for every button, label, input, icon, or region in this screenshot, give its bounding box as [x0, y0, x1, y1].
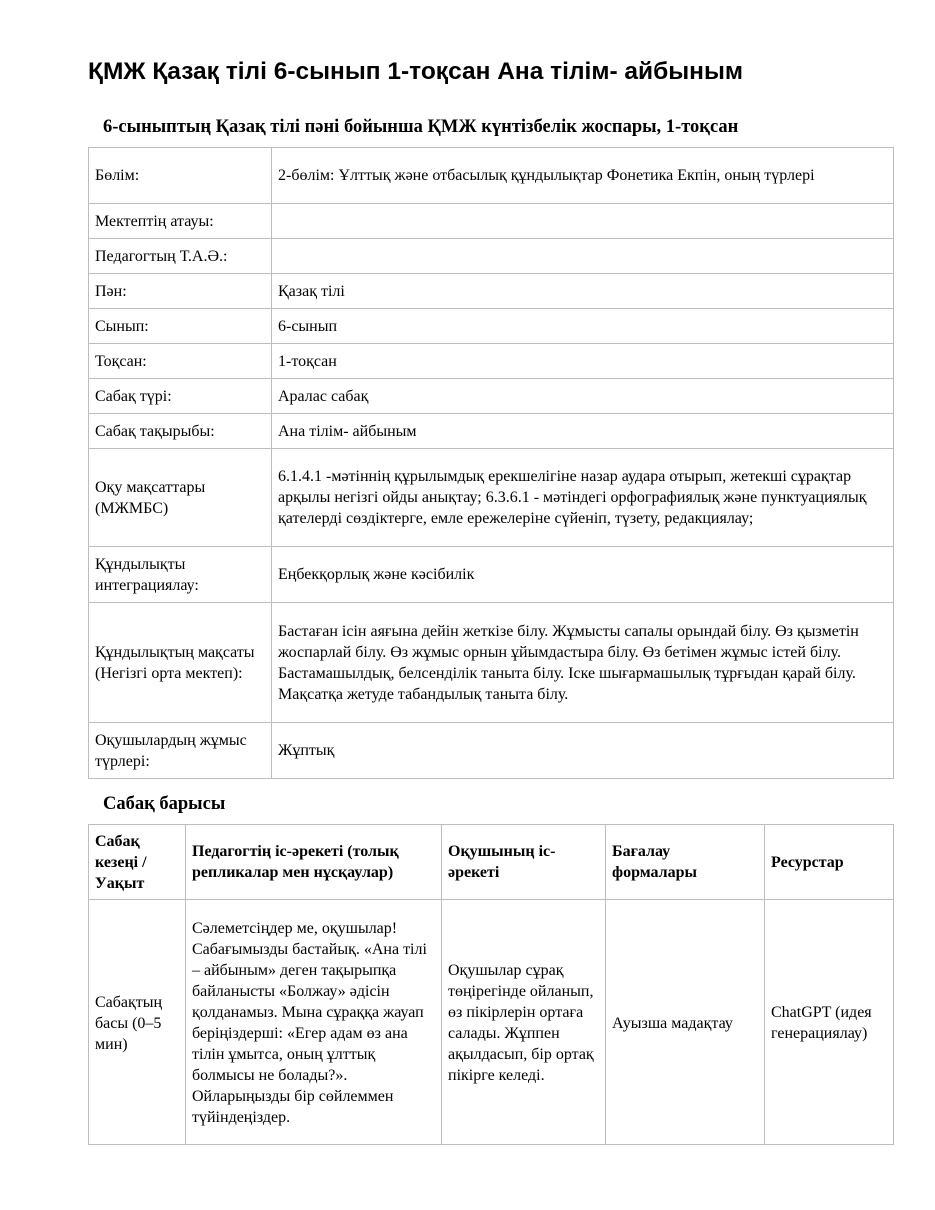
info-value: Ана тілім- айбыным: [272, 414, 894, 449]
info-label: Мектептің атауы:: [89, 204, 272, 239]
info-row-grade: [89, 309, 894, 344]
info-value: 1-тоқсан: [272, 344, 894, 379]
info-row-subject: [89, 274, 894, 309]
info-value: Қазақ тілі: [272, 274, 894, 309]
header-stage-time: Сабақ кезеңі / Уақыт: [89, 825, 186, 900]
header-student-activity: Оқушының іс-әрекеті: [442, 825, 606, 900]
assessment-cell: Ауызша мадақтау: [606, 900, 765, 1145]
info-label: Оқу мақсаттары (МЖМБС): [89, 449, 272, 547]
info-label: Бөлім:: [89, 148, 272, 204]
info-value: Жұптық: [272, 723, 894, 779]
info-label: Пән:: [89, 274, 272, 309]
info-value: [272, 204, 894, 239]
info-row-teacher: [89, 239, 894, 274]
info-row-lesson-type: [89, 379, 894, 414]
info-value: Еңбекқорлық және кәсібилік: [272, 547, 894, 603]
info-row-school: [89, 204, 894, 239]
lesson-progress-heading: Сабақ барысы: [103, 794, 226, 814]
page-title: ҚМЖ Қазақ тілі 6-сынып 1-тоқсан Ана тілім- айбыным: [88, 58, 744, 85]
info-value: Бастаған ісін аяғына дейін жеткізе білу. Жұмысты сапалы орындай білу. Өз қызметін жоспарлай білу. Өз жұмыс орнын ұйымдастыра білу. Өз бетімен жұмыс істей білу. Бастамашылдық, белсенділік таныта білу. Іске шығармашылық тұрғыдан қарай білу. Мақсатқа жетуде табандылық таныта білу.: [272, 603, 894, 723]
info-value: Аралас сабақ: [272, 379, 894, 414]
table-row: [89, 900, 894, 1145]
info-value: 6.1.4.1 -мәтіннің құрылымдық ерекшелігіне назар аудара отырып, жетекші сұрақтар арқылы негізгі ойды анықтау; 6.3.6.1 - мәтіндегі орфографиялық және пунктуациялық қателерді сөздіктерге, емле ережелеріне сүйеніп, түзету, редакциялау;: [272, 449, 894, 547]
table-header-row: [89, 825, 894, 900]
info-label: Сабақ түрі:: [89, 379, 272, 414]
info-row-learning-objectives: [89, 449, 894, 547]
stage-time-cell: Сабақтың басы (0–5 мин): [89, 900, 186, 1145]
info-row-work-types: [89, 723, 894, 779]
info-label: Тоқсан:: [89, 344, 272, 379]
info-value: 6-сынып: [272, 309, 894, 344]
info-row-value-integration: [89, 547, 894, 603]
lesson-info-table: [88, 147, 894, 779]
info-row-value-goal: [89, 603, 894, 723]
info-row-lesson-topic: [89, 414, 894, 449]
info-label: Сынып:: [89, 309, 272, 344]
teacher-activity-cell: Сәлеметсіңдер ме, оқушылар! Сабағымызды бастайық. «Ана тілі – айбыным» деген тақырыпқа байланысты «Болжау» әдісін қолданамыз. Мына сұраққа жауап беріңіздерші: «Егер адам өз ана тілін ұмытса, оның ұлттық болмысы не болады?». Ойларыңызды бір сөйлеммен түйіндеңіздер.: [186, 900, 442, 1145]
header-assessment: Бағалау формалары: [606, 825, 765, 900]
info-row-section: [89, 148, 894, 204]
header-teacher-activity: Педагогтің іс-әрекеті (толық репликалар мен нұсқаулар): [186, 825, 442, 900]
info-label: Педагогтың Т.А.Ә.:: [89, 239, 272, 274]
info-label: Құндылықтың мақсаты (Негізгі орта мектеп):: [89, 603, 272, 723]
info-value: 2-бөлім: Ұлттық және отбасылық құндылықтар Фонетика Екпін, оның түрлері: [272, 148, 894, 204]
info-label: Құндылықты интеграциялау:: [89, 547, 272, 603]
info-label: Оқушылардың жұмыс түрлері:: [89, 723, 272, 779]
info-row-quarter: [89, 344, 894, 379]
header-resources: Ресурстар: [765, 825, 894, 900]
lesson-progress-table: [88, 824, 894, 1145]
info-label: Сабақ тақырыбы:: [89, 414, 272, 449]
resources-cell: ChatGPT (идея генерациялау): [765, 900, 894, 1145]
info-value: [272, 239, 894, 274]
plan-heading: 6-сыныптың Қазақ тілі пәні бойынша ҚМЖ күнтізбелік жоспары, 1-тоқсан: [103, 117, 739, 137]
student-activity-cell: Оқушылар сұрақ төңірегінде ойланып, өз пікірлерін ортаға салады. Жұппен ақылдасып, бір ортақ пікірге келеді.: [442, 900, 606, 1145]
